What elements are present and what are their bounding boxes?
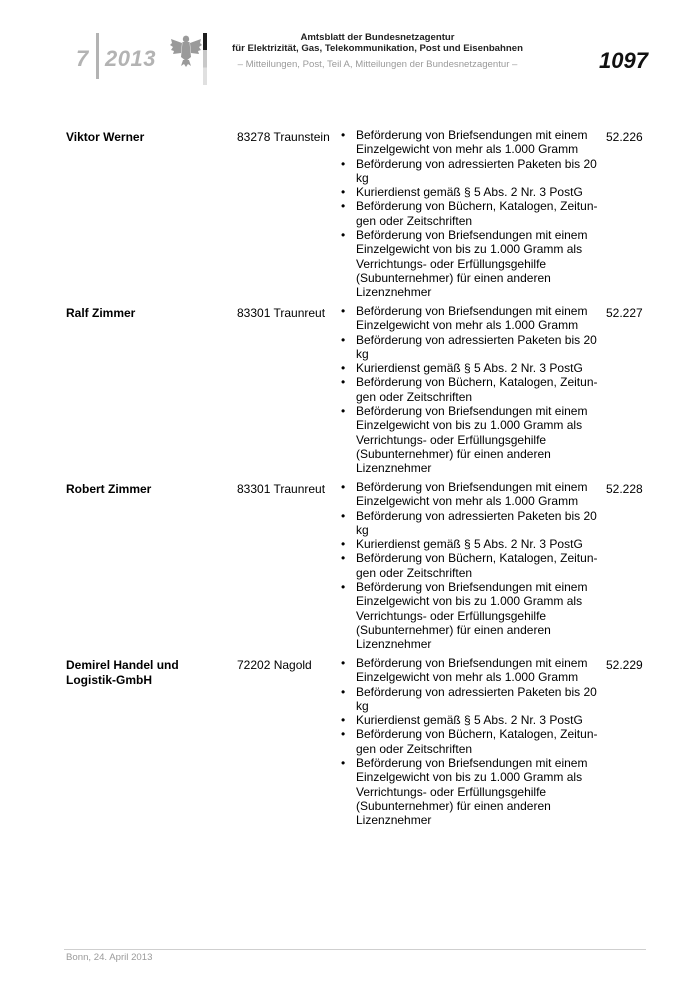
service-item bbox=[340, 727, 602, 756]
bullet-icon: • bbox=[341, 656, 346, 670]
bullet-icon: • bbox=[341, 128, 346, 142]
service-item bbox=[340, 551, 602, 580]
issue-year: 2013 bbox=[105, 46, 156, 71]
licensee-name: Viktor Werner bbox=[66, 130, 145, 144]
service-item bbox=[340, 404, 602, 475]
bullet-icon: • bbox=[341, 375, 346, 390]
service-item bbox=[340, 361, 602, 375]
footer-divider bbox=[64, 949, 646, 950]
service-list bbox=[340, 480, 602, 652]
service-text: Kurierdienst gemäß § 5 Abs. 2 Nr. 3 PostG bbox=[356, 537, 583, 552]
licensee-entry bbox=[0, 656, 700, 832]
service-text: Beförderung von Briefsendungen mit einem Einzelgewicht von bis zu 1.000 Gramm als Verrichtungs- oder Erfüllungsgehilfe (Subunternehmer) für einen anderen Lizenznehmer bbox=[356, 580, 588, 652]
service-text: Beförderung von adressierten Paketen bis 20 kg bbox=[356, 156, 597, 185]
publication-title-line-2: für Elektrizität, Gas, Telekommunikation, Post und Eisenbahnen bbox=[232, 43, 523, 54]
licensee-entry bbox=[0, 304, 700, 480]
bullet-icon: • bbox=[341, 199, 346, 214]
service-item bbox=[340, 304, 602, 333]
bullet-icon: • bbox=[341, 580, 346, 595]
licensee-name: Robert Zimmer bbox=[66, 482, 152, 496]
bullet-icon: • bbox=[341, 551, 346, 566]
service-list bbox=[340, 128, 602, 300]
bullet-icon: • bbox=[341, 684, 346, 699]
issue-number: 7 bbox=[76, 46, 89, 71]
service-text: Beförderung von Büchern, Katalogen, Zeitungen oder Zeitschriften bbox=[356, 199, 598, 228]
service-item bbox=[340, 157, 602, 186]
bullet-icon: • bbox=[341, 756, 346, 771]
publication-subtitle: – Mitteilungen, Post, Teil A, Mitteilungen der Bundesnetzagentur – bbox=[237, 59, 518, 70]
bullet-icon: • bbox=[341, 404, 346, 419]
page-header bbox=[0, 0, 700, 95]
bullet-icon: • bbox=[341, 185, 346, 200]
footer-place-date: Bonn, 24. April 2013 bbox=[66, 952, 153, 963]
bullet-icon: • bbox=[341, 156, 346, 171]
flag-bar bbox=[203, 33, 207, 85]
service-text: Kurierdienst gemäß § 5 Abs. 2 Nr. 3 PostG bbox=[356, 713, 583, 728]
service-item bbox=[340, 756, 602, 827]
bullet-icon: • bbox=[341, 508, 346, 523]
service-list bbox=[340, 304, 602, 476]
service-item bbox=[340, 375, 602, 404]
service-text: Beförderung von Briefsendungen mit einem Einzelgewicht von mehr als 1.000 Gramm bbox=[356, 656, 588, 685]
bullet-icon: • bbox=[341, 713, 346, 728]
service-item bbox=[340, 185, 602, 199]
publication-title-line-1: Amtsblatt der Bundesnetzagentur bbox=[300, 32, 455, 43]
service-text: Beförderung von adressierten Paketen bis 20 kg bbox=[356, 332, 597, 361]
service-text: Beförderung von Briefsendungen mit einem Einzelgewicht von mehr als 1.000 Gramm bbox=[356, 128, 588, 157]
service-item bbox=[340, 509, 602, 538]
service-item bbox=[340, 537, 602, 551]
registration-number: 52.229 bbox=[606, 658, 643, 672]
service-item bbox=[340, 228, 602, 299]
service-item bbox=[340, 128, 602, 157]
bullet-icon: • bbox=[341, 537, 346, 552]
licensee-name: Ralf Zimmer bbox=[66, 306, 136, 320]
licensee-place: 83301 Traunreut bbox=[237, 482, 326, 496]
service-list bbox=[340, 656, 602, 828]
service-text: Kurierdienst gemäß § 5 Abs. 2 Nr. 3 PostG bbox=[356, 185, 583, 200]
service-item bbox=[340, 333, 602, 362]
bullet-icon: • bbox=[341, 332, 346, 347]
registration-number: 52.226 bbox=[606, 130, 643, 144]
service-text: Beförderung von Briefsendungen mit einem Einzelgewicht von mehr als 1.000 Gramm bbox=[356, 480, 588, 509]
service-text: Beförderung von Briefsendungen mit einem Einzelgewicht von bis zu 1.000 Gramm als Verrichtungs- oder Erfüllungsgehilfe (Subunternehmer) für einen anderen Lizenznehmer bbox=[356, 404, 588, 476]
licensee-place: 83278 Traunstein bbox=[237, 130, 330, 144]
service-text: Beförderung von adressierten Paketen bis 20 kg bbox=[356, 508, 597, 537]
service-item bbox=[340, 199, 602, 228]
bullet-icon: • bbox=[341, 727, 346, 742]
service-text: Kurierdienst gemäß § 5 Abs. 2 Nr. 3 PostG bbox=[356, 361, 583, 376]
service-text: Beförderung von Büchern, Katalogen, Zeitungen oder Zeitschriften bbox=[356, 375, 598, 404]
publication-title bbox=[225, 32, 530, 54]
service-text: Beförderung von adressierten Paketen bis 20 kg bbox=[356, 684, 597, 713]
service-item bbox=[340, 656, 602, 685]
registration-number: 52.227 bbox=[606, 306, 643, 320]
page-number: 1097 bbox=[599, 48, 648, 73]
service-text: Beförderung von Büchern, Katalogen, Zeitungen oder Zeitschriften bbox=[356, 551, 598, 580]
service-text: Beförderung von Büchern, Katalogen, Zeitungen oder Zeitschriften bbox=[356, 727, 598, 756]
bullet-icon: • bbox=[341, 228, 346, 243]
bullet-icon: • bbox=[341, 304, 346, 318]
federal-eagle-icon bbox=[170, 33, 202, 67]
bullet-icon: • bbox=[341, 361, 346, 376]
licensee-place: 83301 Traunreut bbox=[237, 306, 326, 320]
bullet-icon: • bbox=[341, 480, 346, 494]
licensee-entry bbox=[0, 480, 700, 656]
service-text: Beförderung von Briefsendungen mit einem Einzelgewicht von mehr als 1.000 Gramm bbox=[356, 304, 588, 333]
service-item bbox=[340, 713, 602, 727]
licensee-list bbox=[0, 128, 700, 832]
licensee-place: 72202 Nagold bbox=[237, 658, 312, 672]
registration-number: 52.228 bbox=[606, 482, 643, 496]
licensee-entry bbox=[0, 128, 700, 304]
service-item bbox=[340, 580, 602, 651]
service-item bbox=[340, 685, 602, 714]
service-item bbox=[340, 480, 602, 509]
issue-separator bbox=[96, 33, 99, 79]
service-text: Beförderung von Briefsendungen mit einem Einzelgewicht von bis zu 1.000 Gramm als Verrichtungs- oder Erfüllungsgehilfe (Subunternehmer) für einen anderen Lizenznehmer bbox=[356, 756, 588, 828]
licensee-name: Demirel Handel und Logistik-GmbH bbox=[66, 658, 179, 687]
service-text: Beförderung von Briefsendungen mit einem Einzelgewicht von bis zu 1.000 Gramm als Verrichtungs- oder Erfüllungsgehilfe (Subunternehmer) für einen anderen Lizenznehmer bbox=[356, 228, 588, 300]
